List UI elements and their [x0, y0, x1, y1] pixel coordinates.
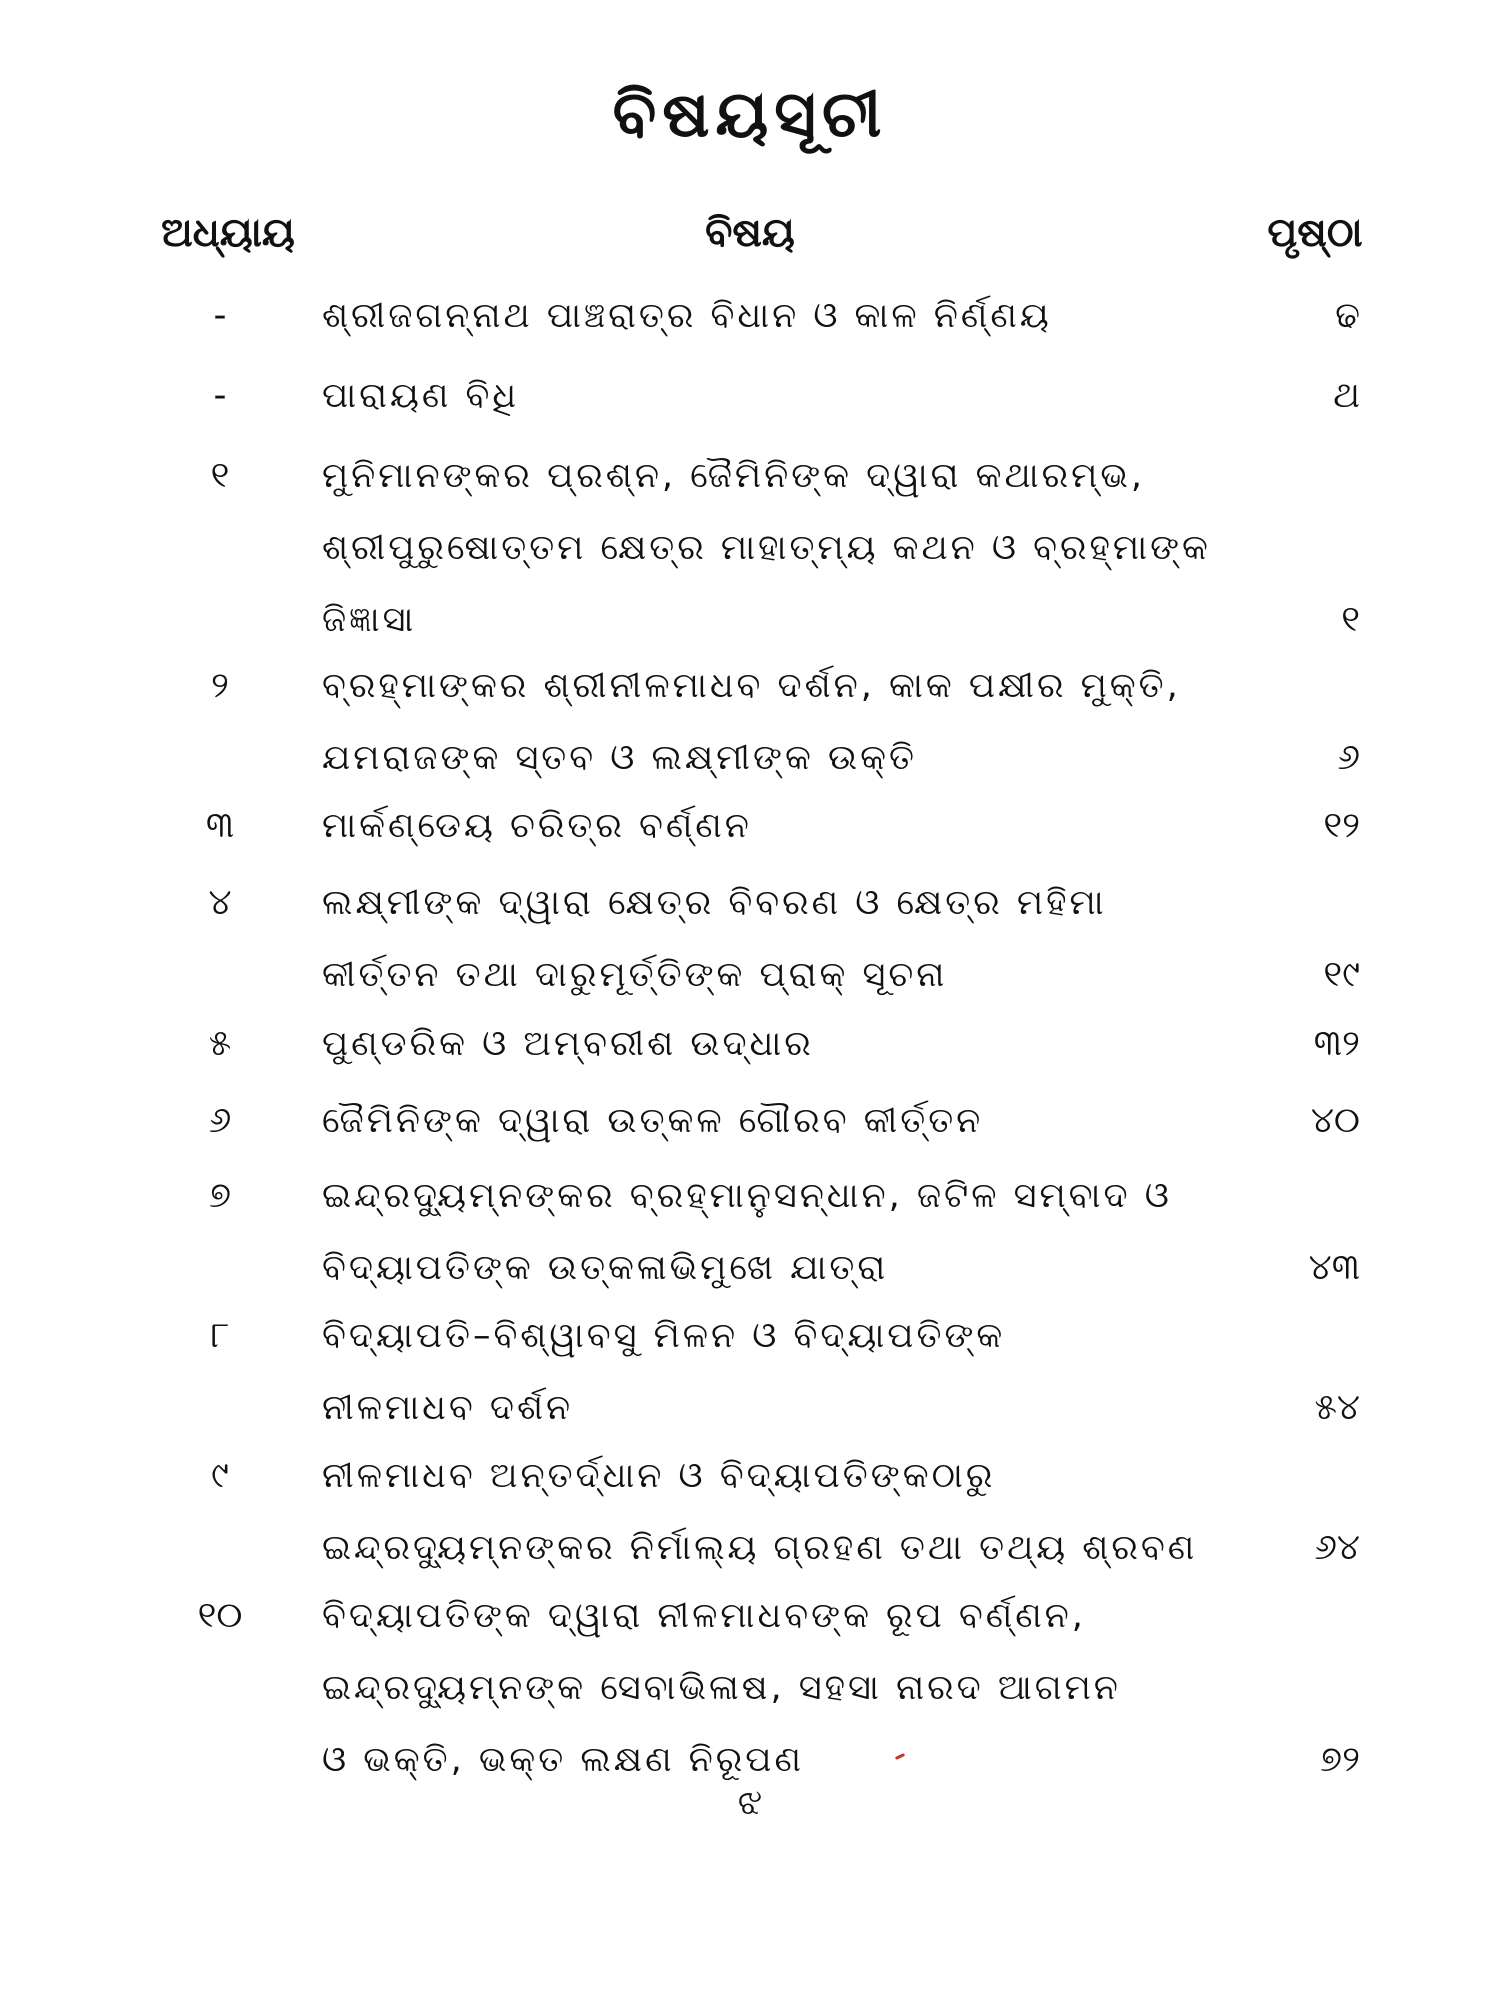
subject-line: ଜିଜ୍ଞାସା [322, 600, 417, 640]
page-ref: ଥ [1333, 375, 1360, 416]
page-ref: ୩୨ [1313, 1023, 1360, 1064]
chapter-number: ୧ [210, 455, 230, 496]
chapter-column-header: ଅଧ୍ୟାୟ [161, 210, 295, 256]
entry-subject [322, 360, 1242, 432]
subject-column-header: ବିଷୟ [705, 210, 795, 256]
chapter-number: ୬ [208, 1100, 232, 1141]
chapter-number: - [213, 375, 227, 416]
subject-line: ଯମରାଜଙ୍କ ସ୍ତବ ଓ ଲକ୍ଷ୍ମୀଙ୍କ ଉକ୍ତି [322, 738, 917, 778]
page-ref: ୭୨ [1320, 1739, 1360, 1780]
chapter-number: - [213, 295, 227, 336]
entry-subject [322, 1580, 1242, 1796]
subject-line: ଲକ୍ଷ୍ମୀଙ୍କ ଦ୍ୱାରା କ୍ଷେତ୍ର ବିବରଣ ଓ କ୍ଷେତ୍ର ମହିମା [322, 883, 1107, 923]
chapter-number: ୧୦ [197, 1595, 243, 1636]
entry-subject [322, 1300, 1242, 1444]
subject-line: ପୁଣ୍ଡରିକ ଓ ଅମ୍ବରୀଶ ଉଦ୍ଧାର [322, 1024, 814, 1064]
page-ref: ୬ [1337, 737, 1360, 778]
subject-line: ଇନ୍ଦ୍ରଦ୍ୟୁମ୍ନଙ୍କର ବ୍ରହ୍ମାନୁସନ୍ଧାନ, ଜଟିଳ ସମ୍ବାଦ ଓ [322, 1176, 1172, 1216]
entry-subject [322, 440, 1242, 656]
subject-line: ନୀଳମାଧବ ଅନ୍ତର୍ଦ୍ଧାନ ଓ ବିଦ୍ୟାପତିଙ୍କଠାରୁ [322, 1456, 996, 1496]
page-ref: ୧୨ [1323, 805, 1360, 846]
subject-line: ଇନ୍ଦ୍ରଦ୍ୟୁମ୍ନଙ୍କ ସେବାଭିଳାଷ, ସହସା ନାରଦ ଆଗମନ [322, 1668, 1121, 1708]
subject-line: କୀର୍ତ୍ତନ ତଥା ଦାରୁମୂର୍ତ୍ତିଙ୍କ ପ୍ରାକ୍ ସୂଚନା [322, 955, 948, 995]
entry-subject [322, 867, 1242, 1011]
subject-line: ଓ ଭକ୍ତି, ଭକ୍ତ ଲକ୍ଷଣ ନିରୂପଣ [322, 1740, 804, 1780]
subject-line: ବିଦ୍ୟାପତିଙ୍କ ଦ୍ୱାରା ନୀଳମାଧବଙ୍କ ରୂପ ବର୍ଣ୍ଣନ, [322, 1596, 1086, 1636]
page-title: ବିଷୟସୂଚୀ [612, 78, 888, 152]
toc-header-row [0, 210, 1500, 270]
chapter-number: ୨ [211, 665, 229, 706]
page-column-header: ପୃଷ୍ଠା [1267, 210, 1363, 256]
entry-subject [322, 280, 1242, 352]
chapter-number: ୫ [208, 1023, 232, 1064]
subject-line: ଇନ୍ଦ୍ରଦ୍ୟୁମ୍ନଙ୍କର ନିର୍ମାଲ୍ୟ ଗ୍ରହଣ ତଥା ତଥ୍ୟ ଶ୍ରବଣ [322, 1528, 1198, 1568]
entry-subject [322, 1160, 1242, 1304]
subject-line: ବ୍ରହ୍ମାଙ୍କର ଶ୍ରୀନୀଳମାଧବ ଦର୍ଶନ, କାକ ପକ୍ଷୀର ମୁକ୍ତି, [322, 666, 1181, 706]
subject-line: ମୁନିମାନଙ୍କର ପ୍ରଶ୍ନ, ଜୈମିନିଙ୍କ ଦ୍ୱାରା କଥାରମ୍ଭ, [322, 456, 1146, 496]
page-ref: ୪୩ [1308, 1247, 1360, 1288]
page-ref: ୧୯ [1323, 954, 1360, 995]
subject-line: ବିଦ୍ୟାପତିଙ୍କ ଉତ୍କଳାଭିମୁଖେ ଯାତ୍ରା [322, 1248, 889, 1288]
chapter-number: ୩ [205, 805, 235, 846]
page-ref: ୪୦ [1310, 1100, 1360, 1141]
entry-subject [322, 1008, 1242, 1080]
entry-subject [322, 1085, 1242, 1157]
page-ref: ଢ [1335, 295, 1360, 336]
chapter-number: ୯ [211, 1455, 229, 1496]
chapter-number: ୮ [210, 1315, 230, 1356]
subject-line: ବିଦ୍ୟାପତି–ବିଶ୍ୱାବସୁ ମିଳନ ଓ ବିଦ୍ୟାପତିଙ୍କ [322, 1316, 1006, 1356]
chapter-number: ୭ [208, 1175, 232, 1216]
subject-line: ଶ୍ରୀପୁରୁଷୋତ୍ତମ କ୍ଷେତ୍ର ମାହାତ୍ମ୍ୟ କଥନ ଓ ବ୍ରହ୍ମାଙ୍କ [322, 528, 1211, 568]
entry-subject [322, 650, 1242, 794]
page-ref: ୧ [1341, 599, 1360, 640]
page-ref: ୫୪ [1314, 1387, 1360, 1428]
page-number: ଝ [737, 1782, 763, 1823]
entry-subject [322, 1440, 1242, 1584]
subject-line: ମାର୍କଣ୍ଡେୟ ଚରିତ୍ର ବର୍ଣ୍ଣନ [322, 806, 752, 846]
subject-line: ଜୈମିନିଙ୍କ ଦ୍ୱାରା ଉତ୍କଳ ଗୌରବ କୀର୍ତ୍ତନ [322, 1101, 984, 1141]
subject-line: ପାରାୟଣ ବିଧି [322, 376, 520, 416]
subject-line: ନୀଳମାଧବ ଦର୍ଶନ [322, 1388, 574, 1428]
entry-subject [322, 790, 1242, 862]
page-ref: ୬୪ [1314, 1527, 1360, 1568]
subject-line: ଶ୍ରୀଜଗନ୍ନାଥ ପାଞ୍ଚରାତ୍ର ବିଧାନ ଓ କାଳ ନିର୍ଣ୍ଣୟ [322, 296, 1052, 336]
chapter-number: ୪ [208, 882, 232, 923]
